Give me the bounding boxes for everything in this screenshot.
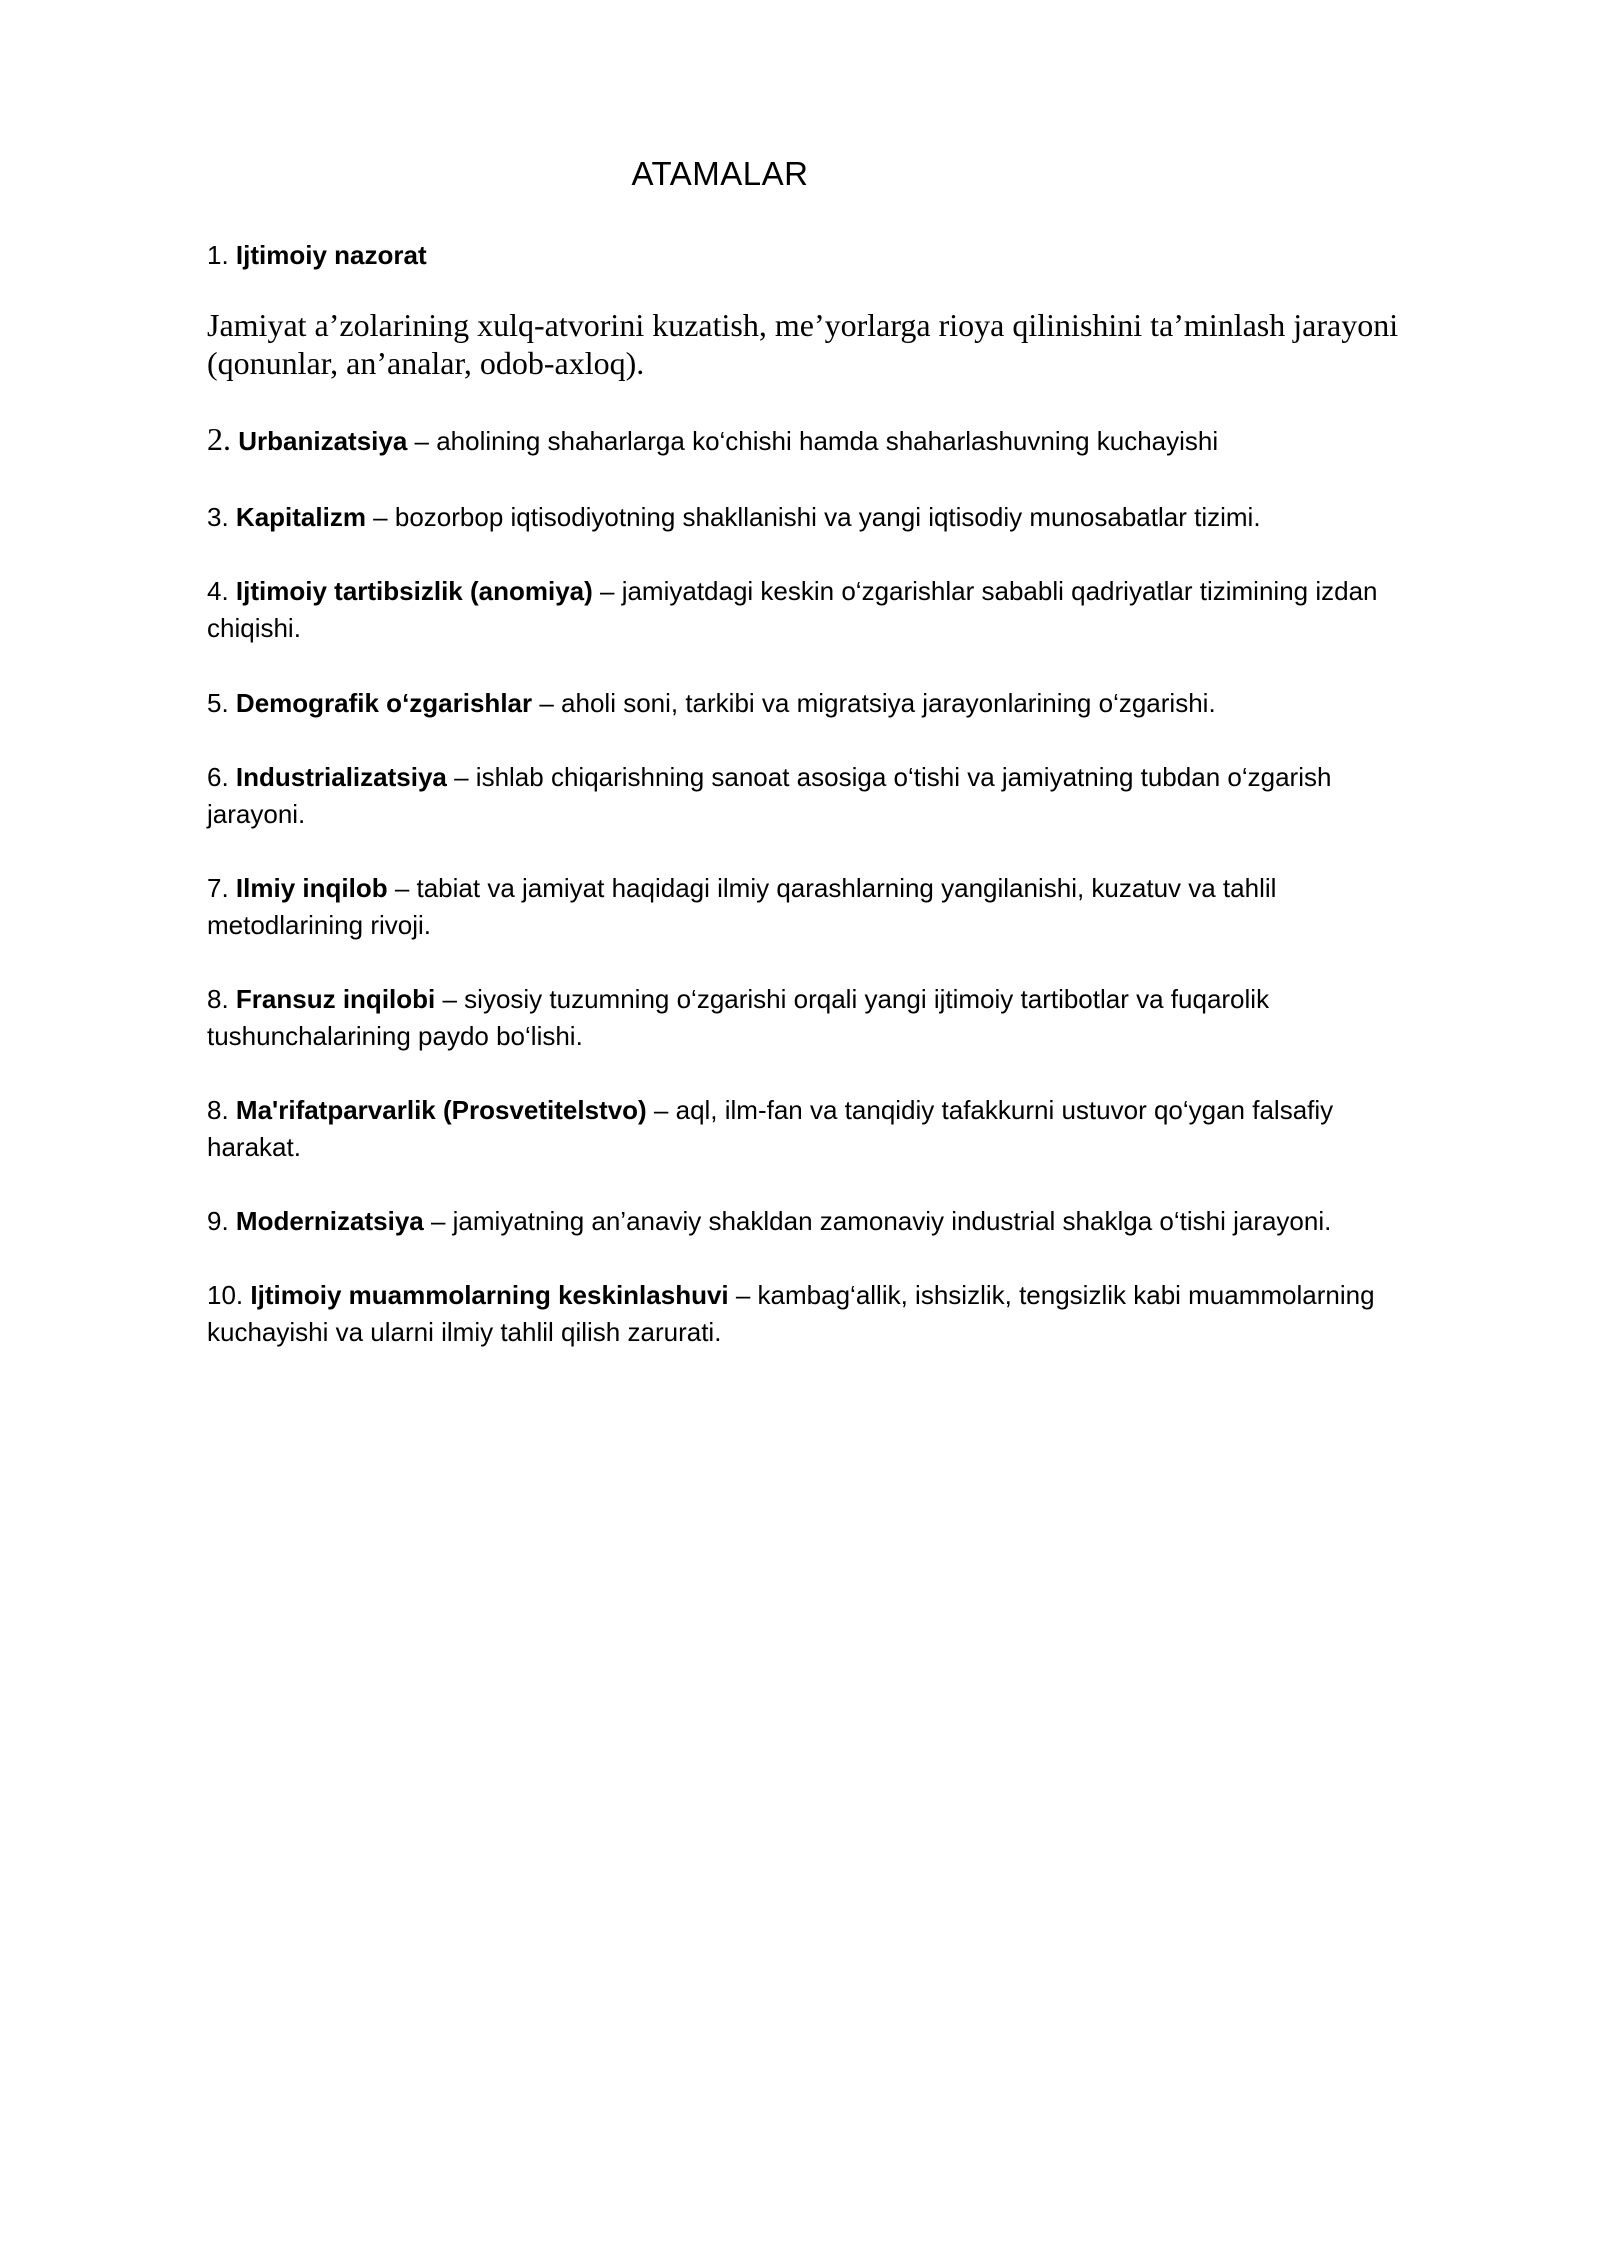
term-definition-1: Jamiyat a’zolarining xulq-atvorini kuzatish, me’yorlarga rioya qilinishini ta’minlash jarayoni (qonunlar, an’analar, odob-axloq). [207, 307, 1399, 381]
term-number: 10. [207, 1280, 244, 1310]
term-definition: – siyosiy tuzumning o‘zgarishi orqali yangi ijtimoiy tartibotlar va fuqarolik tushunchalarining paydo bo‘lishi. [207, 984, 1270, 1051]
term-name: Modernizatsiya [235, 1206, 424, 1236]
term-definition: – ishlab chiqarishning sanoat asosiga o‘tishi va jamiyatning tubdan o‘zgarish jarayoni. [207, 762, 1332, 829]
term-definition: – jamiyatdagi keskin o‘zgarishlar sababli qadriyatlar tizimining izdan chiqishi. [207, 576, 1378, 643]
term-number: 2. [207, 421, 231, 457]
term-name: Ijtimoiy tartibsizlik (anomiya) [235, 576, 593, 606]
term-item-8b [207, 1092, 1407, 1166]
term-definition: – aql, ilm-fan va tanqidiy tafakkurni ustuvor qo‘ygan falsafiy harakat. [207, 1095, 1334, 1162]
term-definition: – aholi soni, tarkibi va migratsiya jarayonlarining o‘zgarishi. [532, 688, 1216, 718]
term-name: Urbanizatsiya [238, 426, 408, 456]
term-name: Ma'rifatparvarlik (Prosvetitelstvo) [235, 1095, 647, 1125]
term-name: Industrializatsiya [235, 762, 447, 792]
term-number: 7. [207, 873, 229, 903]
term-item-9 [207, 1203, 1407, 1240]
term-number: 1. [207, 240, 229, 270]
term-number: 3. [207, 502, 229, 532]
term-name: Ijtimoiy nazorat [235, 240, 427, 270]
term-name: Ilmiy inqilob [235, 873, 388, 903]
term-name: Kapitalizm [235, 502, 366, 532]
document-title: ATAMALAR [631, 155, 809, 192]
term-definition: – aholining shaharlarga ko‘chishi hamda shaharlashuvning kuchayishi [407, 426, 1219, 456]
term-item-5 [207, 685, 1407, 722]
term-number: 6. [207, 762, 229, 792]
term-item-1 [207, 237, 1407, 274]
term-item-6 [207, 759, 1407, 833]
term-name: Demografik o‘zgarishlar [235, 688, 533, 718]
term-definition: – bozorbop iqtisodiyotning shakllanishi va yangi iqtisodiy munosabatlar tizimi. [365, 502, 1261, 532]
term-number: 4. [207, 576, 229, 606]
term-definition: – jamiyatning an’anaviy shakldan zamonaviy industrial shaklga o‘tishi jarayoni. [423, 1206, 1332, 1236]
term-item-2 [207, 421, 1407, 460]
term-item-10 [207, 1277, 1407, 1351]
term-definition: – kambag‘allik, ishsizlik, tengsizlik kabi muammolarning kuchayishi va ularni ilmiy tahlil qilish zarurati. [207, 1280, 1375, 1347]
term-item-4 [207, 573, 1407, 647]
term-name: Ijtimoiy muammolarning keskinlashuvi [250, 1280, 729, 1310]
term-definition: – tabiat va jamiyat haqidagi ilmiy qarashlarning yangilanishi, kuzatuv va tahlil metodlarining rivoji. [207, 873, 1277, 940]
term-number: 8. [207, 984, 229, 1014]
term-item-3 [207, 499, 1407, 536]
term-name: Fransuz inqilobi [235, 984, 436, 1014]
term-item-8 [207, 981, 1407, 1055]
term-number: 8. [207, 1095, 229, 1125]
term-number: 5. [207, 688, 229, 718]
term-number: 9. [207, 1206, 229, 1236]
term-item-7 [207, 870, 1407, 944]
